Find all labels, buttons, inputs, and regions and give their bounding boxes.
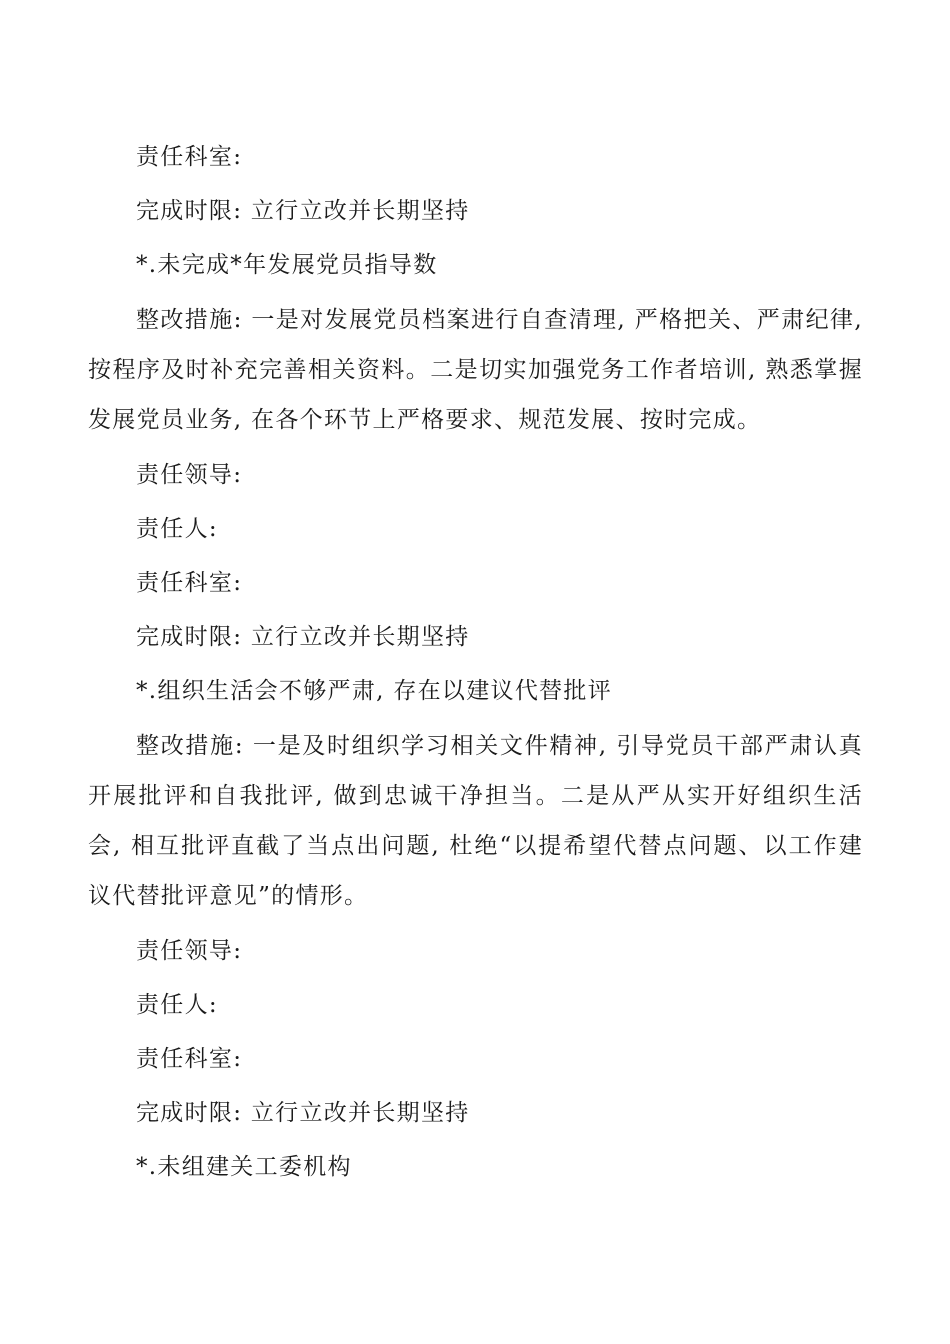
rectification-measures: 整改措施: 一是及时组织学习相关文件精神, 引导党员干部严肃认真开展批评和自我批评, 做到忠诚干净担当。二是从严从实开好组织生活会, 相互批评直截了当点出问题, 杜绝“以提希望代替点问题、以工作建议代替批评意见”的情形。 xyxy=(88,733,863,909)
document-body xyxy=(88,130,863,1194)
issue-heading: *.未组建关工委机构 xyxy=(136,1154,352,1180)
responsible-office-label: 责任科室: xyxy=(136,570,243,596)
issue-heading: *.未完成*年发展党员指导数 xyxy=(136,252,438,278)
responsible-office-label: 责任科室: xyxy=(136,144,243,170)
deadline-line: 完成时限: 立行立改并长期坚持 xyxy=(136,198,470,224)
responsible-leader-label: 责任领导: xyxy=(136,462,243,488)
responsible-leader-label: 责任领导: xyxy=(136,938,243,964)
responsible-person-label: 责任人: xyxy=(136,516,218,542)
rectification-measures: 整改措施: 一是对发展党员档案进行自查清理, 严格把关、严肃纪律, 按程序及时补充完善相关资料。二是切实加强党务工作者培训, 熟悉掌握发展党员业务, 在各个环节上严格要求、规范发展、按时完成。 xyxy=(88,307,863,433)
deadline-line: 完成时限: 立行立改并长期坚持 xyxy=(136,1100,470,1126)
issue-heading: *.组织生活会不够严肃, 存在以建议代替批评 xyxy=(136,678,613,704)
responsible-person-label: 责任人: xyxy=(136,992,218,1018)
responsible-office-label: 责任科室: xyxy=(136,1046,243,1072)
deadline-line: 完成时限: 立行立改并长期坚持 xyxy=(136,624,470,650)
